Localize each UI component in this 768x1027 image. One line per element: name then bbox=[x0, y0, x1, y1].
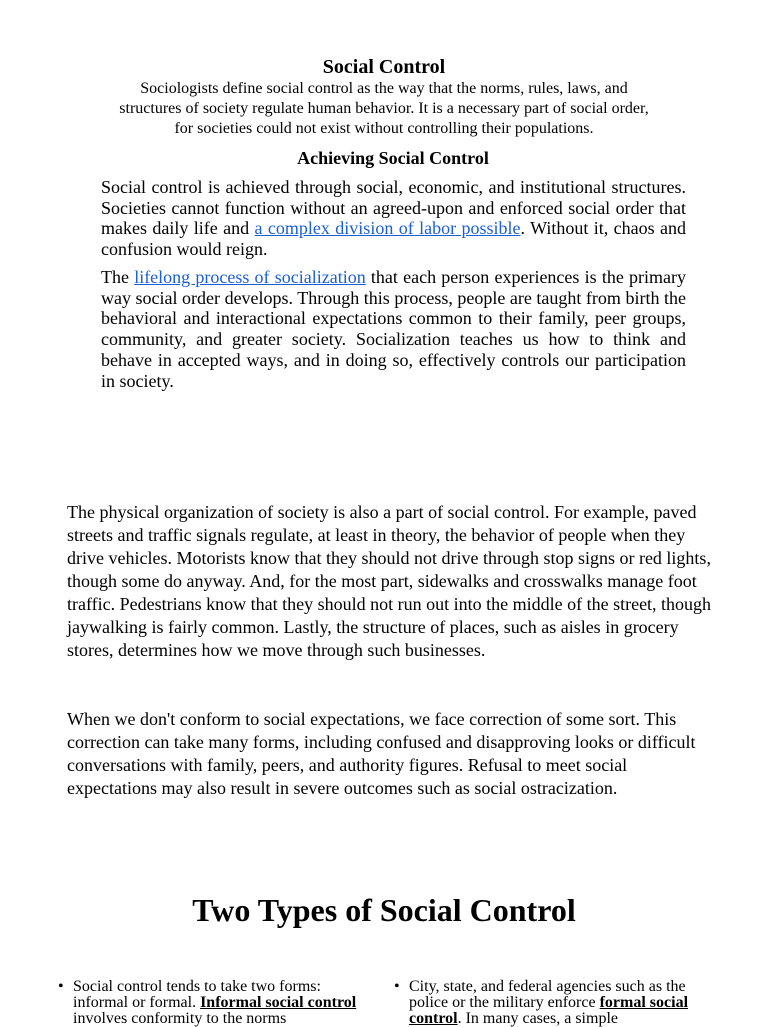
page-title: Social Control bbox=[322, 56, 446, 78]
paragraph-text: . Without it, chaos and confusion would reign. bbox=[101, 218, 687, 260]
paragraph-text: Social control is achieved through social, economic, and institutional structures. Societies cannot function without an agreed-upon and enforced social order that makes daily life and bbox=[101, 177, 686, 239]
section-heading-two-types: Two Types of Social Control bbox=[192, 892, 576, 928]
bullet-marker: • bbox=[394, 978, 400, 995]
paragraph-text: The bbox=[101, 267, 135, 287]
paragraph-physical-organization: The physical organization of society is also a part of social control. For example, paved streets and traffic signals regulate, at least in theory, the behavior of people when they drive vehicles. Motorists know that they should not drive through stop signs or red lights, though some do anyway. And, for the most part, sidewalks and crosswalks manage foot traffic. Pedestrians know that they should not run out into the middle of the street, though jaywalking is fairly common. Lastly, the structure of places, such as aisles in grocery stores, determines how we move through such businesses. bbox=[67, 502, 712, 660]
paragraph-social-structures bbox=[101, 177, 686, 260]
formal-social-control-term: formal social control bbox=[409, 994, 689, 1027]
paragraph-socialization bbox=[101, 267, 686, 391]
paragraph-text: that each person experiences is the primary way social order develops. Through this process, people are taught from birth the behavioral and interactional expectations common to their family, peer groups, community, and greater society. Socialization teaches us how to think and behave in accepted ways, and in doing so, effectively controls our participation in society. bbox=[101, 267, 686, 391]
bullet-text: City, state, and federal agencies such as the police or the military enforce formal social control. In many cases, a simple bbox=[409, 978, 689, 1027]
section-subtitle: Achieving Social Control bbox=[297, 148, 489, 168]
intro-paragraph: Sociologists define social control as the way that the norms, rules, laws, and structures of society regulate human behavior. It is a necessary part of social order, for societies could not exist without controlling their populations. bbox=[119, 80, 649, 137]
division-of-labor-link[interactable]: a complex division of labor possible bbox=[254, 218, 521, 239]
list-item bbox=[394, 978, 709, 1027]
bullet-text: Social control tends to take two forms: informal or formal. Informal social control involves conformity to the norms bbox=[73, 978, 357, 1027]
list-item bbox=[58, 978, 373, 1027]
informal-social-control-term: Informal social control bbox=[200, 994, 357, 1011]
paragraph-correction: When we don't conform to social expectations, we face correction of some sort. This correction can take many forms, including confused and disapproving looks or difficult conversations with family, peers, and authority figures. Refusal to meet social expectations may also result in severe outcomes such as social ostracization. bbox=[67, 709, 696, 798]
bullet-marker: • bbox=[58, 978, 64, 995]
socialization-link[interactable]: lifelong process of socialization bbox=[134, 267, 366, 287]
